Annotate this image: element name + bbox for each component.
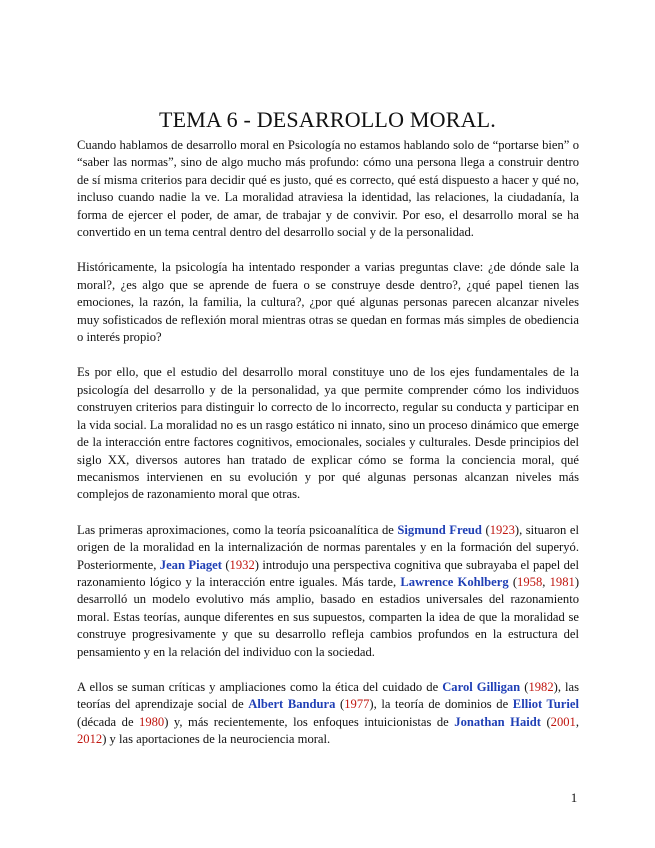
text-segment: (década de xyxy=(77,714,140,729)
year-link-1980[interactable]: 1980 xyxy=(139,714,165,729)
text-segment: ( xyxy=(540,714,551,729)
text-segment: ) introdujo una perspectiva cognitiva que subrayaba el papel del razonamiento lógico y la interacción entre iguales. Más tarde, xyxy=(77,557,580,589)
page-title: TEMA 6 - DESARROLLO MORAL. xyxy=(158,107,497,132)
text-segment: ( xyxy=(335,697,345,712)
text-segment: A ellos se suman críticas y ampliaciones como la ética del cuidado de xyxy=(77,679,443,694)
year-link-1958[interactable]: 1958 xyxy=(517,574,543,589)
year-link-2012[interactable]: 2012 xyxy=(77,732,103,747)
text-segment: ( xyxy=(481,522,490,537)
author-link-freud[interactable]: Sigmund Freud xyxy=(397,522,482,537)
year-link-2001[interactable]: 2001 xyxy=(550,714,576,729)
paragraph-1: Cuando hablamos de desarrollo moral en Psicología no estamos hablando solo de “portarse bien” o “saber las normas”, sino de algo mucho más profundo: cómo una persona llega a construir dentro de sí misma criterios para decidir qué es justo, qué es correcto, qué está dispuesto a hacer y qué no, incluso cuando nadie la ve. La moralidad atraviesa la identidad, las relaciones, la ciudadanía, la forma de ejercer el poder, de amar, de trabajar y de convivir. Por eso, el desarrollo moral se ha convertido en un tema central dentro del desarrollo social y de la personalidad. xyxy=(77,138,579,240)
year-link-1932[interactable]: 1932 xyxy=(229,557,255,572)
author-link-piaget[interactable]: Jean Piaget xyxy=(159,557,222,572)
text-segment: ), situaron el origen de la moralidad en la internalización de normas parentales y en la formación del superyó. Posteriormente, xyxy=(77,522,579,572)
year-link-1977[interactable]: 1977 xyxy=(344,697,370,712)
text-segment: , xyxy=(542,574,550,589)
author-link-haidt[interactable]: Jonathan Haidt xyxy=(454,714,541,729)
text-segment: Las primeras aproximaciones, como la teoría psicoanalítica de xyxy=(77,522,398,537)
paragraph-4 xyxy=(77,522,579,661)
text-segment: ) desarrolló un modelo evolutivo más amplio, basado en estadios universales del razonamiento moral. Estas teorías, aunque diferentes en sus supuestos, comparten la idea de que la moralidad se construye progresivamente y que su desarrollo refleja cambios profundos en la estructura del pensamiento y en la relación del individuo con la sociedad. xyxy=(77,574,580,659)
author-link-bandura[interactable]: Albert Bandura xyxy=(248,697,336,712)
text-segment: ) y, más recientemente, los enfoques intuicionistas de xyxy=(164,714,455,729)
text-segment: ), las teorías del aprendizaje social de xyxy=(77,679,580,712)
author-link-turiel[interactable]: Elliot Turiel xyxy=(512,697,579,712)
paragraph-5 xyxy=(77,679,579,749)
text-segment: ), la teoría de dominios de xyxy=(369,697,513,712)
text-segment: ( xyxy=(221,557,230,572)
paragraph-3: Es por ello, que el estudio del desarrollo moral constituye uno de los ejes fundamentales de la psicología del desarrollo y de la personalidad, ya que permite comprender cómo los individuos construyen criterios para distinguir lo correcto de lo incorrecto, regular su conducta y participar en la vida social. La moralidad no es un rasgo estático ni innato, sino un proceso dinámico que emerge de la interacción entre factores cognitivos, emocionales, sociales y culturales. Desde principios del siglo XX, diversos autores han tratado de explicar cómo se forma la conciencia moral, qué mecanismos intervienen en su evolución y por qué algunas personas alcanzan niveles más complejos de razonamiento moral que otras. xyxy=(77,365,579,502)
text-segment: ( xyxy=(520,679,529,694)
year-link-1982[interactable]: 1982 xyxy=(528,679,554,694)
text-segment: ( xyxy=(508,574,518,589)
paragraph-2: Históricamente, la psicología ha intentado responder a varias preguntas clave: ¿de dónde sale la moral?, ¿es algo que se aprende de fuera o se construye desde dentro?, ¿qué papel tienen las emociones, la razón, la familia, la cultura?, ¿por qué algunas personas parecen alcanzar niveles muy sofisticados de reflexión moral mientras otras se quedan en formas más simples de obediencia o interés propio? xyxy=(77,260,579,345)
author-link-kohlberg[interactable]: Lawrence Kohlberg xyxy=(400,574,509,589)
document-body xyxy=(77,137,579,767)
text-segment: ) y las aportaciones de la neurociencia moral. xyxy=(102,732,331,747)
author-link-gilligan[interactable]: Carol Gilligan xyxy=(442,679,521,694)
text-segment: , xyxy=(575,714,579,729)
year-link-1923[interactable]: 1923 xyxy=(489,522,515,537)
year-link-1981[interactable]: 1981 xyxy=(549,574,575,589)
page-number: 1 xyxy=(570,790,578,805)
